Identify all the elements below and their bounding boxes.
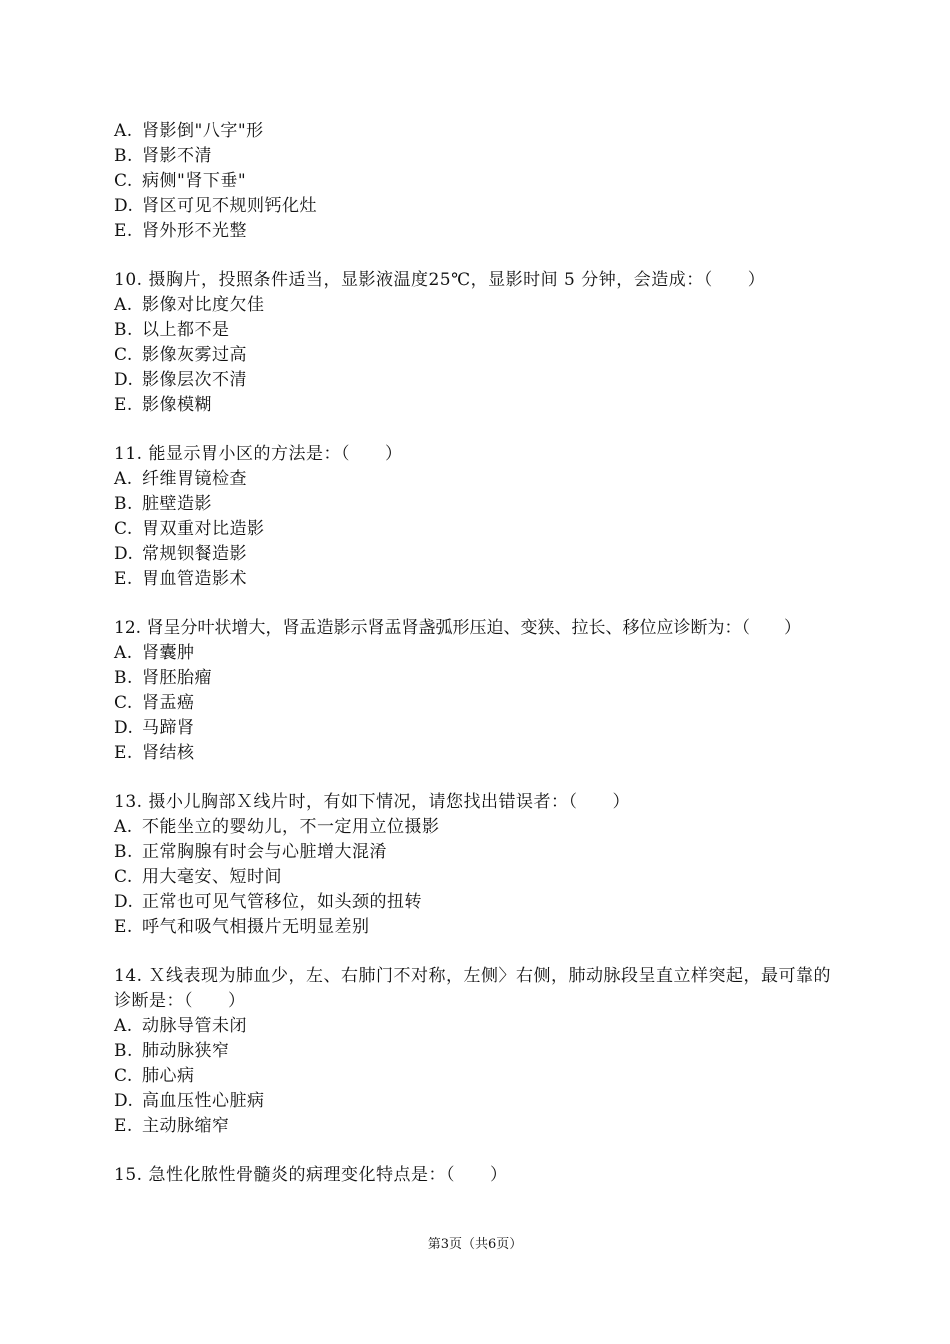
page-footer: 第3页（共6页） [427, 1237, 523, 1252]
question-stem: 10. 摄胸片，投照条件适当，显影液温度25℃，显影时间 5 分钟，会造成：（ ） [114, 270, 766, 290]
option-c: C. 肺心病 [114, 1066, 195, 1086]
option-e: E. 影像模糊 [114, 395, 212, 415]
option-b: B. 肺动脉狭窄 [114, 1041, 230, 1061]
question-13 [114, 790, 844, 940]
option-e: E. 主动脉缩窄 [114, 1116, 230, 1136]
option-b: B. 肾影不清 [114, 146, 212, 166]
option-c: C. 病侧"肾下垂" [114, 171, 247, 191]
option-a: A. 肾囊肿 [114, 643, 195, 663]
option-d: D. 影像层次不清 [114, 370, 247, 390]
option-e: E. 肾外形不光整 [114, 221, 247, 241]
question-14 [114, 964, 844, 1139]
option-d: D. 马蹄肾 [114, 718, 195, 738]
question-10 [114, 268, 844, 418]
option-c: C. 用大毫安、短时间 [114, 867, 282, 887]
option-b: B. 肾胚胎瘤 [114, 668, 212, 688]
question-stem: 15. 急性化脓性骨髓炎的病理变化特点是：（ ） [114, 1165, 508, 1185]
option-a: A. 肾影倒"八字"形 [114, 121, 264, 141]
option-b: B. 正常胸腺有时会与心脏增大混淆 [114, 842, 387, 862]
option-a: A. 纤维胃镜检查 [114, 469, 247, 489]
option-c: C. 影像灰雾过高 [114, 345, 247, 365]
option-c: C. 胃双重对比造影 [114, 519, 265, 539]
question-stem: 12. 肾呈分叶状增大，肾盂造影示肾盂肾盏弧形压迫、变狭、拉长、移位应诊断为：（ ） [114, 618, 801, 638]
question-12 [114, 616, 844, 766]
option-c: C. 肾盂癌 [114, 693, 195, 713]
option-d: D. 常规钡餐造影 [114, 544, 247, 564]
question-stem: 11. 能显示胃小区的方法是：（ ） [114, 444, 403, 464]
option-e: E. 呼气和吸气相摄片无明显差别 [114, 917, 370, 937]
prev-question-options [114, 119, 844, 244]
option-a: A. 不能坐立的婴幼儿，不一定用立位摄影 [114, 817, 440, 837]
option-d: D. 肾区可见不规则钙化灶 [114, 196, 317, 216]
option-b: B. 以上都不是 [114, 320, 230, 340]
question-11 [114, 442, 844, 592]
option-d: D. 高血压性心脏病 [114, 1091, 265, 1111]
question-15 [114, 1163, 844, 1188]
option-a: A. 影像对比度欠佳 [114, 295, 265, 315]
option-d: D. 正常也可见气管移位，如头颈的扭转 [114, 892, 422, 912]
option-e: E. 胃血管造影术 [114, 569, 247, 589]
option-b: B. 脏壁造影 [114, 494, 212, 514]
option-e: E. 肾结核 [114, 743, 195, 763]
question-stem: 13. 摄小儿胸部Ｘ线片时，有如下情况，请您找出错误者：（ ） [114, 792, 630, 812]
option-a: A. 动脉导管未闭 [114, 1016, 247, 1036]
question-stem: 14. Ｘ线表现为肺血少，左、右肺门不对称，左侧〉右侧，肺动脉段呈直立样突起，最可靠的诊断是：（ ） [114, 966, 831, 1011]
document-page [114, 119, 844, 1188]
